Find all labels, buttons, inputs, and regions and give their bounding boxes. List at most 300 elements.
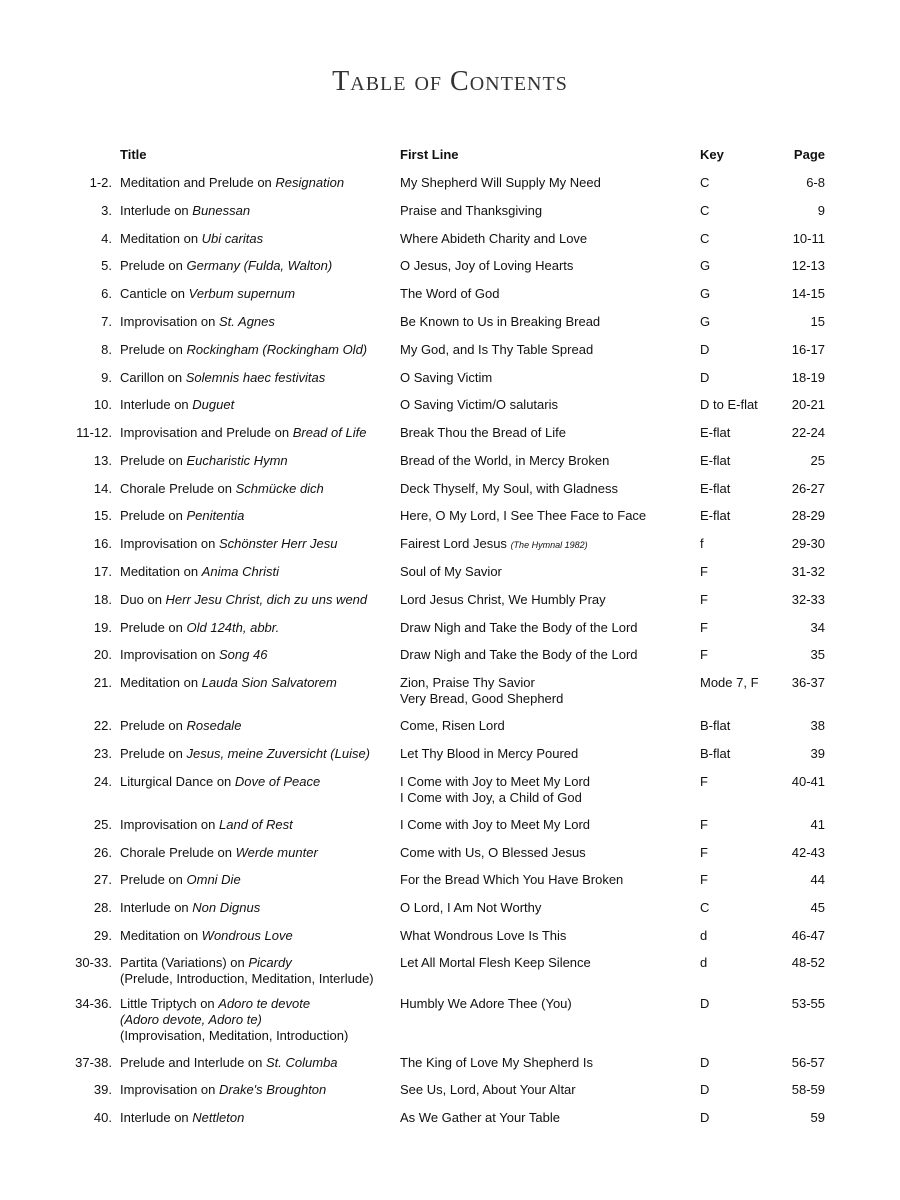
entry-title [120,592,395,608]
entry-title-extra: (Adoro devote, Adoro te) [120,1012,262,1027]
entry-title-prefix: Improvisation on [120,536,219,551]
entry-number: 3. [101,203,112,218]
entry-first-line-text: Very Bread, Good Shepherd [400,691,564,706]
entry-key: G [700,258,711,273]
entry-page: 31-32 [791,564,825,579]
entry-title [120,928,395,944]
entry-first-line [400,817,690,833]
entry-page: 26-27 [791,481,825,496]
entry-title-extra: (Prelude, Introduction, Meditation, Interlude) [120,971,374,986]
entry-number: 39. [93,1082,112,1097]
entry-title [120,647,395,663]
entry-tune-name: Bread of Life [292,425,367,440]
entry-first-line-text: Humbly We Adore Thee (You) [400,996,572,1011]
entry-number: 4. [101,231,112,246]
entry-first-line [400,481,690,497]
entry-number: 5. [101,258,112,273]
entry-first-line [400,928,690,944]
entry-first-line [400,647,690,663]
entry-title-prefix: Prelude on [120,258,187,273]
entry-tune-name: Drake's Broughton [219,1082,327,1097]
entry-first-line [400,203,690,219]
entry-title-line [120,231,395,247]
entry-key: Mode 7, F [700,675,759,690]
entry-tune-name: Anima Christi [201,564,279,579]
entry-title-line [120,928,395,944]
entry-key: G [700,314,711,329]
entry-title-line [120,258,395,274]
entry-number: 15. [93,508,112,523]
entry-title-line [120,845,395,861]
entry-title [120,872,395,888]
entry-title-extra: (Improvisation, Meditation, Introduction) [120,1028,349,1043]
entry-page: 46-47 [791,928,825,943]
entry-title [120,453,395,469]
entry-key: E-flat [700,508,731,523]
entry-key: F [700,845,708,860]
entry-first-line-text: Deck Thyself, My Soul, with Gladness [400,481,618,496]
entry-first-line-text: Zion, Praise Thy Savior [400,675,535,690]
entry-title-prefix: Improvisation on [120,647,219,662]
entry-page: 29-30 [791,536,825,551]
entry-number: 25. [93,817,112,832]
entry-title-line [120,675,395,691]
entry-tune-name: Non Dignus [192,900,261,915]
entry-title-line [120,481,395,497]
entry-page: 18-19 [791,370,825,385]
entry-title [120,620,395,636]
entry-tune-name: Herr Jesu Christ, dich zu uns wend [165,592,368,607]
entry-title-prefix: Liturgical Dance on [120,774,235,789]
entry-number: 9. [101,370,112,385]
entry-number: 27. [93,872,112,887]
entry-number: 22. [93,718,112,733]
entry-number: 34-36. [75,996,112,1011]
entry-first-line-text: See Us, Lord, About Your Altar [400,1082,576,1097]
entry-first-line-text: O Lord, I Am Not Worthy [400,900,542,915]
column-header-page: Page [793,147,825,162]
entry-tune-name: Old 124th, abbr. [186,620,280,635]
entry-number: 6. [101,286,112,301]
entry-title [120,481,395,497]
entry-title [120,508,395,524]
entry-first-line-text: Praise and Thanksgiving [400,203,543,218]
entry-key: F [700,774,708,789]
entry-key: f [700,536,704,551]
entry-title-prefix: Improvisation on [120,314,219,329]
entry-title [120,370,395,386]
entry-first-line-text: Come with Us, O Blessed Jesus [400,845,586,860]
entry-title [120,996,395,1044]
entry-page: 39 [810,746,825,761]
entry-first-line [400,1110,690,1126]
entry-key: C [700,231,710,246]
entry-title [120,774,395,790]
entry-number: 26. [93,845,112,860]
entry-first-line-text: The King of Love My Shepherd Is [400,1055,593,1070]
entry-title-line [120,425,395,441]
entry-title-line [120,508,395,524]
entry-title-prefix: Little Triptych on [120,996,219,1011]
entry-title-prefix: Meditation on [120,675,202,690]
entry-title-line [120,620,395,636]
entry-first-line [400,620,690,636]
entry-first-line [400,900,690,916]
entry-number: 28. [93,900,112,915]
entry-first-line-text: Let Thy Blood in Mercy Poured [400,746,579,761]
entry-key: D [700,370,710,385]
entry-page: 44 [810,872,825,887]
entry-number: 37-38. [75,1055,112,1070]
entry-first-line-text: I Come with Joy, a Child of God [400,790,582,805]
entry-tune-name: Schönster Herr Jesu [219,536,338,551]
entry-title-prefix: Interlude on [120,203,193,218]
entry-page: 41 [810,817,825,832]
entry-title [120,1082,395,1098]
entry-first-line-text: Soul of My Savior [400,564,502,579]
entry-key: D [700,996,710,1011]
entry-tune-name: Ubi caritas [201,231,264,246]
entry-title [120,258,395,274]
entry-title [120,175,395,191]
entry-first-line [400,258,690,274]
entry-page: 35 [810,647,825,662]
entry-title-line [120,370,395,386]
entry-tune-name: Omni Die [186,872,241,887]
entry-tune-name: Bunessan [192,203,251,218]
entry-key: F [700,872,708,887]
entry-tune-name: St. Agnes [219,314,275,329]
entry-tune-name: Rockingham (Rockingham Old) [186,342,368,357]
entry-number: 10. [93,397,112,412]
entry-tune-name: Jesus, meine Zuversicht (Luise) [186,746,371,761]
entry-title-line [120,955,395,971]
entry-title [120,718,395,734]
entry-tune-name: Germany (Fulda, Walton) [186,258,333,273]
entry-page: 6-8 [806,175,825,190]
entry-first-line-text: Come, Risen Lord [400,718,505,733]
entry-number: 14. [93,481,112,496]
entry-key: d [700,928,708,943]
entry-first-line-text: Bread of the World, in Mercy Broken [400,453,610,468]
entry-tune-name: Wondrous Love [201,928,293,943]
entry-title-line [120,746,395,762]
entry-first-line [400,996,690,1012]
entry-number: 8. [101,342,112,357]
entry-title [120,425,395,441]
page-title: Table of Contents [332,66,568,97]
entry-title-line [120,564,395,580]
entry-title [120,314,395,330]
entry-page: 22-24 [791,425,825,440]
entry-first-line [400,314,690,330]
entry-title-prefix: Improvisation on [120,1082,219,1097]
entry-title-prefix: Prelude on [120,718,187,733]
entry-first-line [400,286,690,302]
entry-page: 9 [817,203,825,218]
entry-tune-name: Penitentia [186,508,245,523]
entry-first-line [400,872,690,888]
entry-key: F [700,592,708,607]
entry-number: 21. [93,675,112,690]
entry-page: 16-17 [791,342,825,357]
entry-tune-name: Verbum supernum [188,286,296,301]
entry-first-line-wrap [400,536,690,553]
entry-key: F [700,817,708,832]
entry-key: F [700,647,708,662]
entry-first-line-note: (The Hymnal 1982) [510,540,588,550]
entry-title-line [120,774,395,790]
entry-title-prefix: Prelude on [120,453,187,468]
entry-number: 30-33. [75,955,112,970]
entry-first-line-text: The Word of God [400,286,500,301]
entry-first-line-text: My God, and Is Thy Table Spread [400,342,594,357]
entry-first-line-text: I Come with Joy to Meet My Lord [400,817,591,832]
entry-page: 15 [810,314,825,329]
entry-first-line [400,592,690,608]
entry-title-line [120,647,395,663]
entry-first-line-text: Where Abideth Charity and Love [400,231,588,246]
entry-title-line [120,1055,395,1071]
entry-title-prefix: Improvisation on [120,817,219,832]
entry-page: 56-57 [791,1055,825,1070]
entry-title-prefix: Partita (Variations) on [120,955,249,970]
entry-first-line-text: Let All Mortal Flesh Keep Silence [400,955,591,970]
entry-key: B-flat [700,718,731,733]
entry-title [120,564,395,580]
entry-tune-name: Resignation [275,175,345,190]
entry-number: 19. [93,620,112,635]
entry-title-prefix: Prelude on [120,620,187,635]
entry-tune-name: Dove of Peace [234,774,321,789]
entry-title-prefix: Interlude on [120,397,193,412]
entry-page: 40-41 [791,774,825,789]
entry-title-line [120,817,395,833]
entry-title-line [120,342,395,358]
entry-first-line-text: Lord Jesus Christ, We Humbly Pray [400,592,606,607]
entry-key: D to E-flat [700,397,758,412]
entry-page: 48-52 [791,955,825,970]
entry-title [120,397,395,413]
entry-key: G [700,286,711,301]
entry-title-prefix: Prelude on [120,872,187,887]
entry-title-prefix: Prelude on [120,746,187,761]
entry-title-line [120,536,395,552]
entry-key: E-flat [700,425,731,440]
entry-title-line [120,872,395,888]
entry-title-prefix: Prelude on [120,508,187,523]
entry-tune-name: Picardy [248,955,292,970]
entry-title-prefix: Meditation on [120,564,202,579]
entry-number: 17. [93,564,112,579]
entry-title-prefix: Canticle on [120,286,189,301]
entry-page: 42-43 [791,845,825,860]
entry-number: 18. [93,592,112,607]
entry-key: D [700,1110,710,1125]
entry-title-prefix: Interlude on [120,900,193,915]
entry-title-line [120,996,395,1012]
entry-key: D [700,1082,710,1097]
entry-page: 58-59 [791,1082,825,1097]
entry-tune-name: Eucharistic Hymn [186,453,288,468]
entry-first-line [400,1082,690,1098]
entry-title-prefix: Meditation on [120,231,202,246]
entry-title-line [120,900,395,916]
entry-key: B-flat [700,746,731,761]
entry-tune-name: Solemnis haec festivitas [185,370,326,385]
entry-title [120,536,395,552]
entry-title-line [120,286,395,302]
entry-first-line-text: What Wondrous Love Is This [400,928,567,943]
entry-tune-name: Duguet [192,397,235,412]
entry-page: 28-29 [791,508,825,523]
entry-key: E-flat [700,481,731,496]
entry-first-line [400,718,690,734]
entry-title-prefix: Prelude on [120,342,187,357]
entry-first-line [400,845,690,861]
entry-key: D [700,1055,710,1070]
entry-title [120,286,395,302]
entry-page: 53-55 [791,996,825,1011]
entry-title-prefix: Meditation and Prelude on [120,175,276,190]
entry-title-line [120,1082,395,1098]
entry-key: E-flat [700,453,731,468]
entry-page: 12-13 [791,258,825,273]
entry-title-line [120,592,395,608]
entry-first-line [400,536,690,553]
entry-first-line [400,675,690,707]
entry-title-line [120,203,395,219]
entry-title [120,900,395,916]
entry-page: 34 [810,620,825,635]
entry-title-line [120,314,395,330]
entry-key: F [700,564,708,579]
entry-tune-name: Song 46 [219,647,268,662]
entry-key: C [700,203,710,218]
entry-title-line [120,1110,395,1126]
entry-number: 29. [93,928,112,943]
entry-page: 20-21 [791,397,825,412]
entry-first-line [400,746,690,762]
entry-page: 32-33 [791,592,825,607]
entry-page: 10-11 [792,231,825,246]
entry-title-prefix: Chorale Prelude on [120,845,236,860]
entry-page: 45 [810,900,825,915]
entry-number: 23. [93,746,112,761]
entry-page: 59 [810,1110,825,1125]
entry-page: 36-37 [791,675,825,690]
entry-number: 11-12. [76,425,112,440]
entry-title-prefix: Interlude on [120,1110,193,1125]
entry-first-line [400,1055,690,1071]
entry-title-prefix: Prelude and Interlude on [120,1055,266,1070]
entry-number: 40. [93,1110,112,1125]
entry-title [120,955,395,987]
entry-title [120,845,395,861]
entry-tune-name: Lauda Sion Salvatorem [201,675,337,690]
entry-title [120,342,395,358]
entry-first-line [400,397,690,413]
entry-title [120,675,395,691]
entry-first-line-text: Draw Nigh and Take the Body of the Lord [400,647,638,662]
entry-page: 25 [810,453,825,468]
entry-first-line-text: Draw Nigh and Take the Body of the Lord [400,620,638,635]
entry-number: 20. [93,647,112,662]
entry-first-line-text: I Come with Joy to Meet My Lord [400,774,591,789]
entry-title-prefix: Carillon on [120,370,186,385]
entry-first-line-text: Break Thou the Bread of Life [400,425,566,440]
entry-first-line-text: As We Gather at Your Table [400,1110,560,1125]
entry-first-line [400,508,690,524]
entry-title-prefix: Meditation on [120,928,202,943]
entry-tune-name: St. Columba [266,1055,338,1070]
entry-title-line [120,718,395,734]
entry-number: 13. [93,453,112,468]
entry-first-line-text: Be Known to Us in Breaking Bread [400,314,601,329]
entry-first-line-text: My Shepherd Will Supply My Need [400,175,601,190]
entry-first-line [400,370,690,386]
entry-first-line-text: O Saving Victim/O salutaris [400,397,558,412]
entry-key: D [700,342,710,357]
entry-title [120,817,395,833]
entry-first-line [400,774,690,806]
entry-first-line-text: O Saving Victim [400,370,493,385]
entry-first-line-text: Fairest Lord Jesus [400,536,507,551]
entry-title-line [120,397,395,413]
entry-first-line [400,231,690,247]
entry-first-line-text: For the Bread Which You Have Broken [400,872,624,887]
entry-number: 7. [101,314,112,329]
entry-tune-name: Land of Rest [219,817,293,832]
column-header-title: Title [120,147,147,162]
entry-title [120,746,395,762]
entry-key: C [700,900,710,915]
entry-title [120,231,395,247]
entry-number: 24. [93,774,112,789]
entry-first-line [400,564,690,580]
entry-tune-name: Adoro te devote [218,996,311,1011]
entry-tune-name: Werde munter [235,845,318,860]
entry-first-line [400,955,690,971]
entry-title-line [120,175,395,191]
entry-key: F [700,620,708,635]
entry-first-line [400,453,690,469]
entry-tune-name: Nettleton [192,1110,245,1125]
entry-title-prefix: Improvisation and Prelude on [120,425,293,440]
entry-key: C [700,175,710,190]
entry-tune-name: Schmücke dich [235,481,324,496]
entry-title-prefix: Duo on [120,592,166,607]
entry-title [120,1055,395,1071]
entry-key: d [700,955,708,970]
entry-title-prefix: Chorale Prelude on [120,481,236,496]
entry-page: 14-15 [791,286,825,301]
entry-first-line [400,175,690,191]
entry-title [120,203,395,219]
entry-first-line [400,425,690,441]
entry-title [120,1110,395,1126]
entry-first-line [400,342,690,358]
entry-page: 38 [810,718,825,733]
entry-number: 16. [93,536,112,551]
column-header-first-line: First Line [400,147,459,162]
entry-first-line-text: O Jesus, Joy of Loving Hearts [400,258,574,273]
column-header-key: Key [700,147,724,162]
entry-tune-name: Rosedale [186,718,242,733]
entry-number: 1-2. [89,175,112,190]
entry-first-line-text: Here, O My Lord, I See Thee Face to Face [400,508,647,523]
entry-title-line [120,453,395,469]
